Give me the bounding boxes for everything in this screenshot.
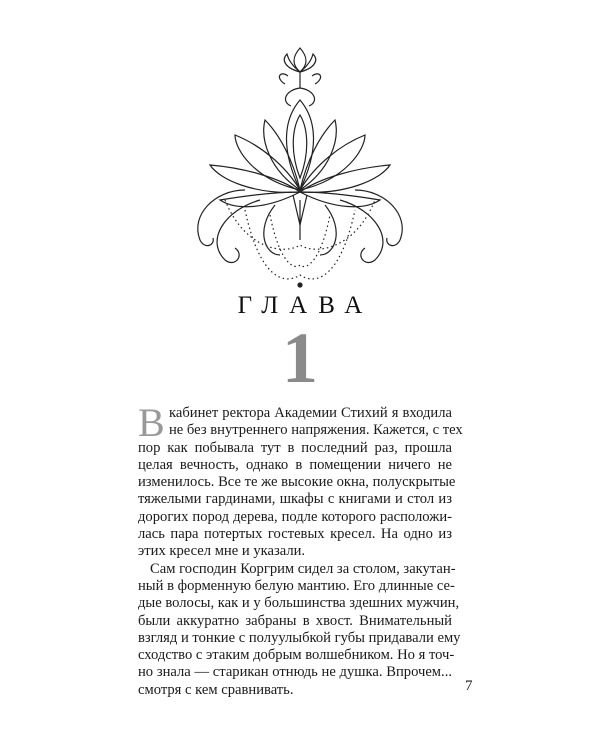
drop-cap: В bbox=[138, 400, 165, 445]
page-number: 7 bbox=[465, 678, 473, 694]
text-line: ный в форменную белую мантию. Его длинные се- bbox=[138, 577, 455, 594]
chapter-number: 1 bbox=[282, 318, 318, 398]
text-line: этих кресел мне и указали. bbox=[138, 543, 306, 560]
text-line: смотря с кем сравнивать. bbox=[138, 681, 294, 698]
text-line: сходство с этаким добрым волшебником. Но я точ- bbox=[138, 647, 455, 664]
text-line: но знала — старикан отнюдь не душка. Впрочем... bbox=[138, 664, 452, 681]
text-line: тяжелыми гардинами, шкафы с книгами и стол из bbox=[138, 491, 452, 508]
text-line: не без внутреннего напряжения. Кажется, с тех bbox=[169, 422, 463, 439]
lotus-top-bud bbox=[279, 48, 320, 106]
text-line: лась пара потертых гостевых кресел. На одно из bbox=[138, 526, 452, 543]
bead bbox=[298, 283, 302, 287]
text-line: целая вечность, однако в помещении ничего не bbox=[138, 456, 452, 473]
lotus-ornament bbox=[185, 40, 415, 290]
chapter-body bbox=[138, 400, 463, 699]
text-line: взгляд и тонкие с полуулыбкой губы придавали ему bbox=[138, 629, 461, 646]
text-line: кабинет ректора Академии Стихий я входила bbox=[169, 405, 452, 421]
text-line: изменилось. Все те же высокие окна, полускрытые bbox=[138, 474, 456, 491]
lotus-flower bbox=[210, 100, 390, 240]
text-line: дые волосы, как и у большинства здешних мужчин, bbox=[138, 595, 460, 612]
paragraph-2 bbox=[138, 560, 461, 699]
paragraph-1 bbox=[138, 400, 463, 561]
text-line: Сам господин Коргрим сидел за столом, закутан- bbox=[150, 560, 456, 577]
text-line: дорогих пород дерева, подле которого расположи- bbox=[138, 508, 452, 525]
chapter-heading: ГЛАВА bbox=[237, 292, 374, 319]
text-line: были аккуратно забраны в хвост. Внимательный bbox=[138, 612, 452, 629]
text-line: пор как побывала тут в последний раз, прошла bbox=[138, 439, 452, 456]
